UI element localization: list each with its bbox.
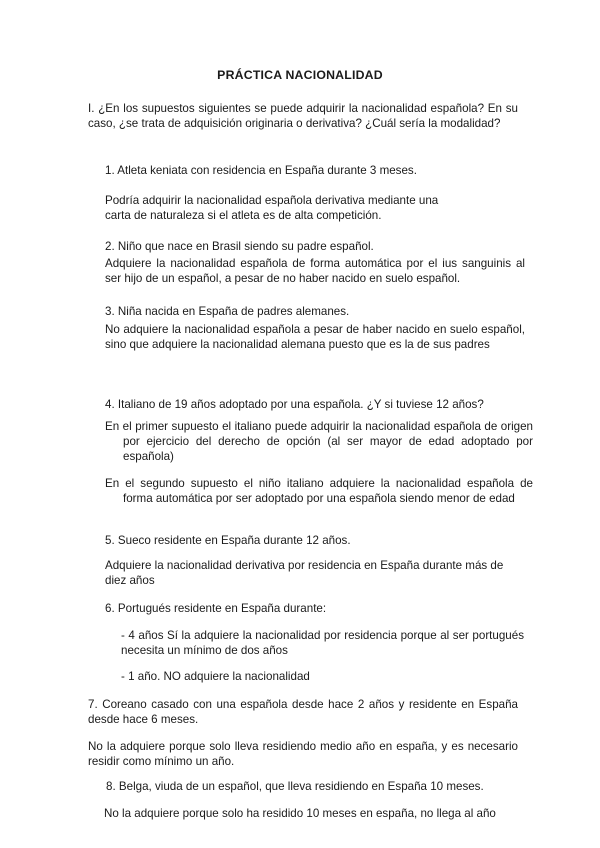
case-8-question: 8. Belga, viuda de un español, que lleva residiendo en España 10 meses. <box>106 780 484 793</box>
case-2-answer: Adquiere la nacionalidad española de forma automática por el ius sanguinis al ser hijo de un español, a pesar de no haber nacido en suelo español. <box>105 257 525 285</box>
intro-paragraph: I. ¿En los supuestos siguientes se puede adquirir la nacionalidad española? En su caso, ¿se trata de adquisición originaria o derivativa? ¿Cuál sería la modalidad? <box>88 102 518 130</box>
page-title: PRÁCTICA NACIONALIDAD <box>217 68 383 82</box>
case-6-answer-2: - 1 año. NO adquiere la nacionalidad <box>121 670 310 683</box>
case-4-question: 4. Italiano de 19 años adoptado por una española. ¿Y si tuviese 12 años? <box>105 398 484 411</box>
case-8-answer: No la adquiere porque solo ha residido 10 meses en españa, no llega al año <box>104 807 496 820</box>
case-6-answer-1: - 4 años Sí la adquiere la nacionalidad por residencia porque al ser portugués necesita un mínimo de dos años <box>121 629 524 657</box>
case-3-answer: No adquiere la nacionalidad española a pesar de haber nacido en suelo español, sino que adquiere la nacionalidad alemana puesto que es la de sus padres <box>105 323 525 351</box>
case-7-answer: No la adquiere porque solo lleva residiendo medio año en españa, y es necesario residir como mínimo un año. <box>88 740 518 768</box>
case-1-answer-line-1: Podría adquirir la nacionalidad española derivativa mediante una <box>105 194 439 207</box>
case-3-question: 3. Niña nacida en España de padres alemanes. <box>105 305 350 318</box>
case-4-answer-2: En el segundo supuesto el niño italiano adquiere la nacionalidad española de forma automática por ser adoptado por una española siendo menor de edad <box>105 477 533 505</box>
case-5-question: 5. Sueco residente en España durante 12 años. <box>105 534 351 547</box>
case-1-question: 1. Atleta keniata con residencia en España durante 3 meses. <box>105 164 417 177</box>
case-4-answer-1: En el primer supuesto el italiano puede adquirir la nacionalidad española de origen por ejercicio del derecho de opción (al ser mayor de edad adoptado por española) <box>105 420 533 463</box>
case-5-answer: Adquiere la nacionalidad derivativa por residencia en España durante más de diez años <box>105 559 504 587</box>
case-6-question: 6. Portugués residente en España durante: <box>105 602 327 615</box>
case-2-question: 2. Niño que nace en Brasil siendo su padre español. <box>105 240 374 253</box>
case-7-question: 7. Coreano casado con una española desde hace 2 años y residente en España desde hace 6 meses. <box>88 698 518 726</box>
case-1-answer-line-2: carta de naturaleza si el atleta es de alta competición. <box>105 209 382 222</box>
